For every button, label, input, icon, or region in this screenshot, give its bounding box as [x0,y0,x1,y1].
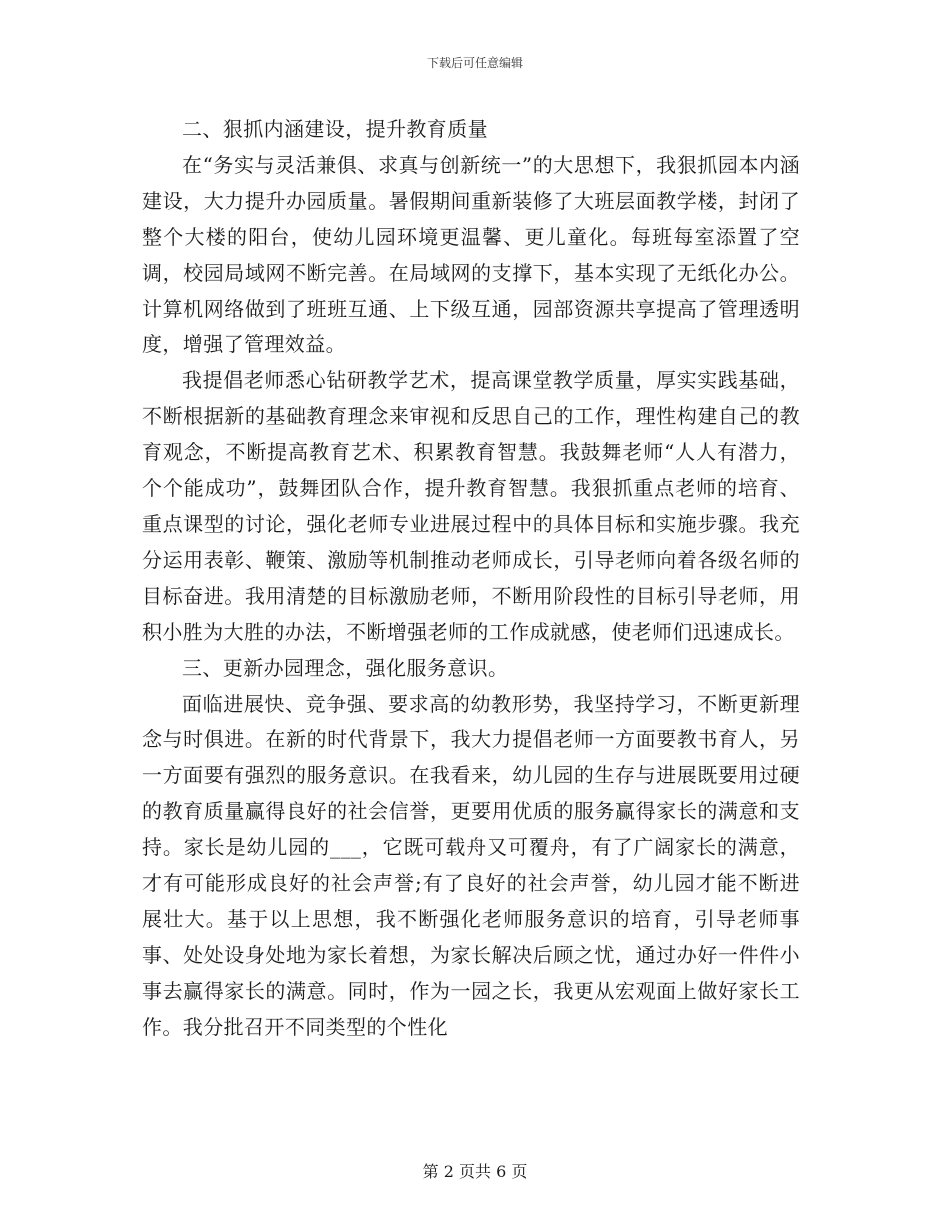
page-footer: 第 2 页共 6 页 [422,1162,528,1181]
paragraph: 我提倡老师悉心钻研教学艺术，提高课堂教学质量，厚实实践基础，不断根据新的基础教育理念来审视和反思自己的工作，理性构建自己的教育观念，不断提高教育艺术、积累教育智慧。我鼓舞老师“人人有潜力，个个能成功”，鼓舞团队合作，提升教育智慧。我狠抓重点老师的培育、重点课型的讨论，强化老师专业进展过程中的具体目标和实施步骤。我充分运用表彰、鞭策、激励等机制推动老师成长，引导老师向着各级名师的目标奋进。我用清楚的目标激励老师，不断用阶段性的目标引导老师，用积小胜为大胜的办法，不断增强老师的工作成就感，使老师们迅速成长。 [142,368,800,644]
page-header: 下载后可任意编辑 [426,56,523,70]
paragraph: 在“务实与灵活兼俱、求真与创新统一”的大思想下，我狠抓园本内涵建设，大力提升办园质量。暑假期间重新装修了大班层面教学楼，封闭了整个大楼的阳台，使幼儿园环境更温馨、更儿童化。每班每室添置了空调，校园局域网不断完善。在局域网的支撑下，基本实现了无纸化办公。计算机网络做到了班班互通、上下级互通，园部资源共享提高了管理透明度，增强了管理效益。 [142,152,800,357]
paragraph: 面临进展快、竞争强、要求高的幼教形势，我坚持学习，不断更新理念与时俱进。在新的时代背景下，我大力提倡老师一方面要教书育人，另一方面要有强烈的服务意识。在我看来，幼儿园的生存与进展既要用过硬的教育质量赢得良好的社会信誉，更要用优质的服务赢得家长的满意和支持。家长是幼儿园的___，它既可载舟又可覆舟，有了广阔家长的满意，才有可能形成良好的社会声誉;有了良好的社会声誉，幼儿园才能不断进展壮大。基于以上思想，我不断强化老师服务意识的培育，引导老师事事、处处设身处地为家长着想，为家长解决后顾之忧，通过办好一件件小事去赢得家长的满意。同时，作为一园之长，我更从宏观面上做好家长工作。我分批召开不同类型的个性化 [142,691,800,1039]
section-heading-3: 三、更新办园理念，强化服务意识。 [182,655,509,680]
section-heading-2: 二、狠抓内涵建设，提升教育质量 [182,117,488,141]
document-body [142,112,800,1046]
